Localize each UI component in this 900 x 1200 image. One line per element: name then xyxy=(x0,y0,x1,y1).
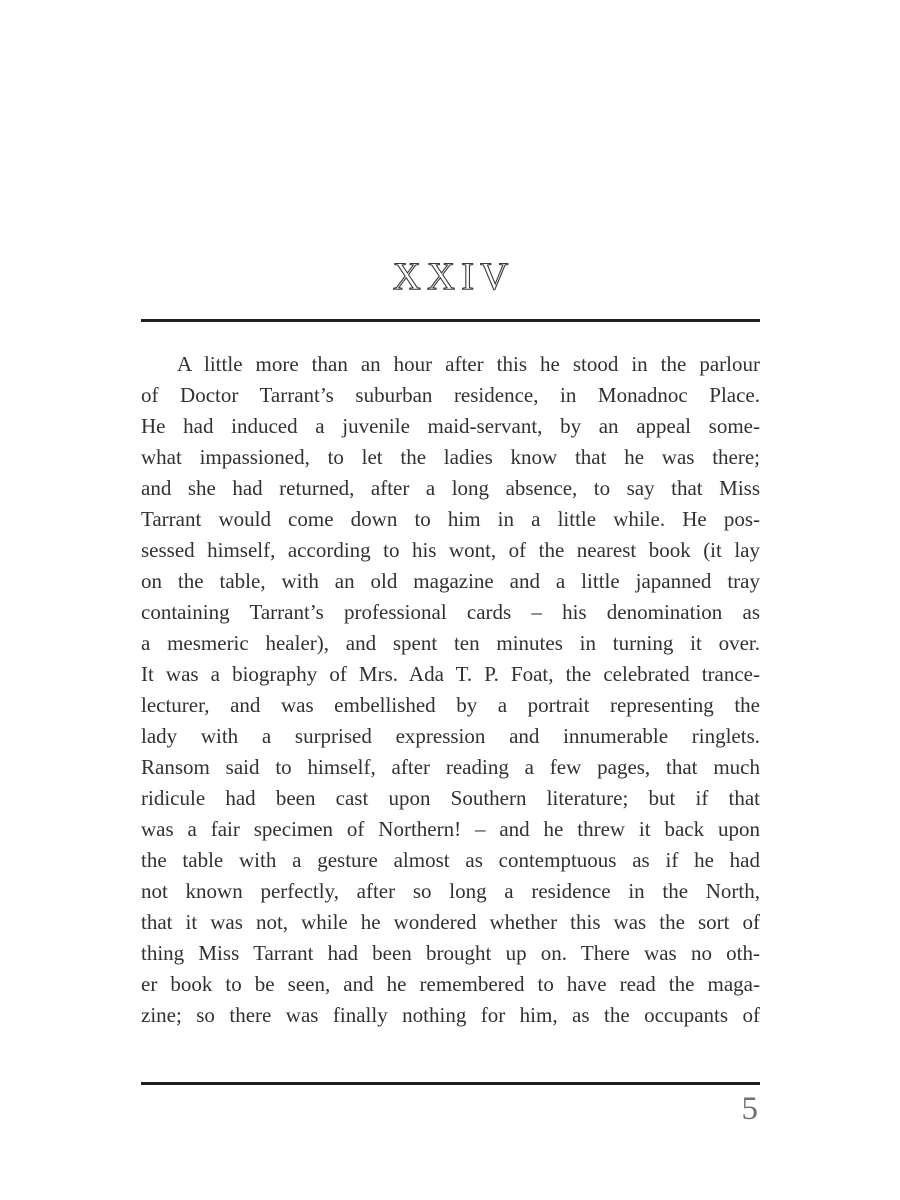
text-line: thing Miss Tarrant had been brought up on. There was no oth- xyxy=(141,941,760,965)
text-line: that it was not, while he wondered whether this was the sort of xyxy=(141,910,760,934)
text-line: sessed himself, according to his wont, of the nearest book (it lay xyxy=(141,538,760,562)
text-line: the table with a gesture almost as contemptuous as if he had xyxy=(141,848,760,872)
paragraph xyxy=(141,349,760,1031)
text-line: on the table, with an old magazine and a little japanned tray xyxy=(141,569,760,593)
text-line: was a fair specimen of Northern! – and he threw it back upon xyxy=(141,817,760,841)
text-line: zine; so there was finally nothing for him, as the occupants of xyxy=(141,1003,760,1027)
chapter-heading: XXIV xyxy=(392,255,515,298)
page-number: 5 xyxy=(741,1091,758,1127)
text-line: a mesmeric healer), and spent ten minutes in turning it over. xyxy=(141,631,760,655)
text-line: He had induced a juvenile maid-servant, by an appeal some- xyxy=(141,414,760,438)
text-line: not known perfectly, after so long a residence in the North, xyxy=(141,879,760,903)
top-rule xyxy=(141,319,760,322)
text-line: A little more than an hour after this he stood in the parlour xyxy=(177,352,760,376)
text-line: er book to be seen, and he remembered to have read the maga- xyxy=(141,972,760,996)
text-line: ridicule had been cast upon Southern literature; but if that xyxy=(141,786,760,810)
text-line: It was a biography of Mrs. Ada T. P. Foat, the celebrated trance- xyxy=(141,662,760,686)
text-line: containing Tarrant’s professional cards – his denomination as xyxy=(141,600,760,624)
text-line: what impassioned, to let the ladies know that he was there; xyxy=(141,445,760,469)
text-line: lecturer, and was embellished by a portrait representing the xyxy=(141,693,760,717)
bottom-rule xyxy=(141,1082,760,1085)
text-line: and she had returned, after a long absence, to say that Miss xyxy=(141,476,760,500)
text-line: Ransom said to himself, after reading a few pages, that much xyxy=(141,755,760,779)
book-page xyxy=(141,0,760,1200)
text-line: of Doctor Tarrant’s suburban residence, in Monadnoc Place. xyxy=(141,383,760,407)
text-line: Tarrant would come down to him in a little while. He pos- xyxy=(141,507,760,531)
text-line: lady with a surprised expression and innumerable ringlets. xyxy=(141,724,760,748)
